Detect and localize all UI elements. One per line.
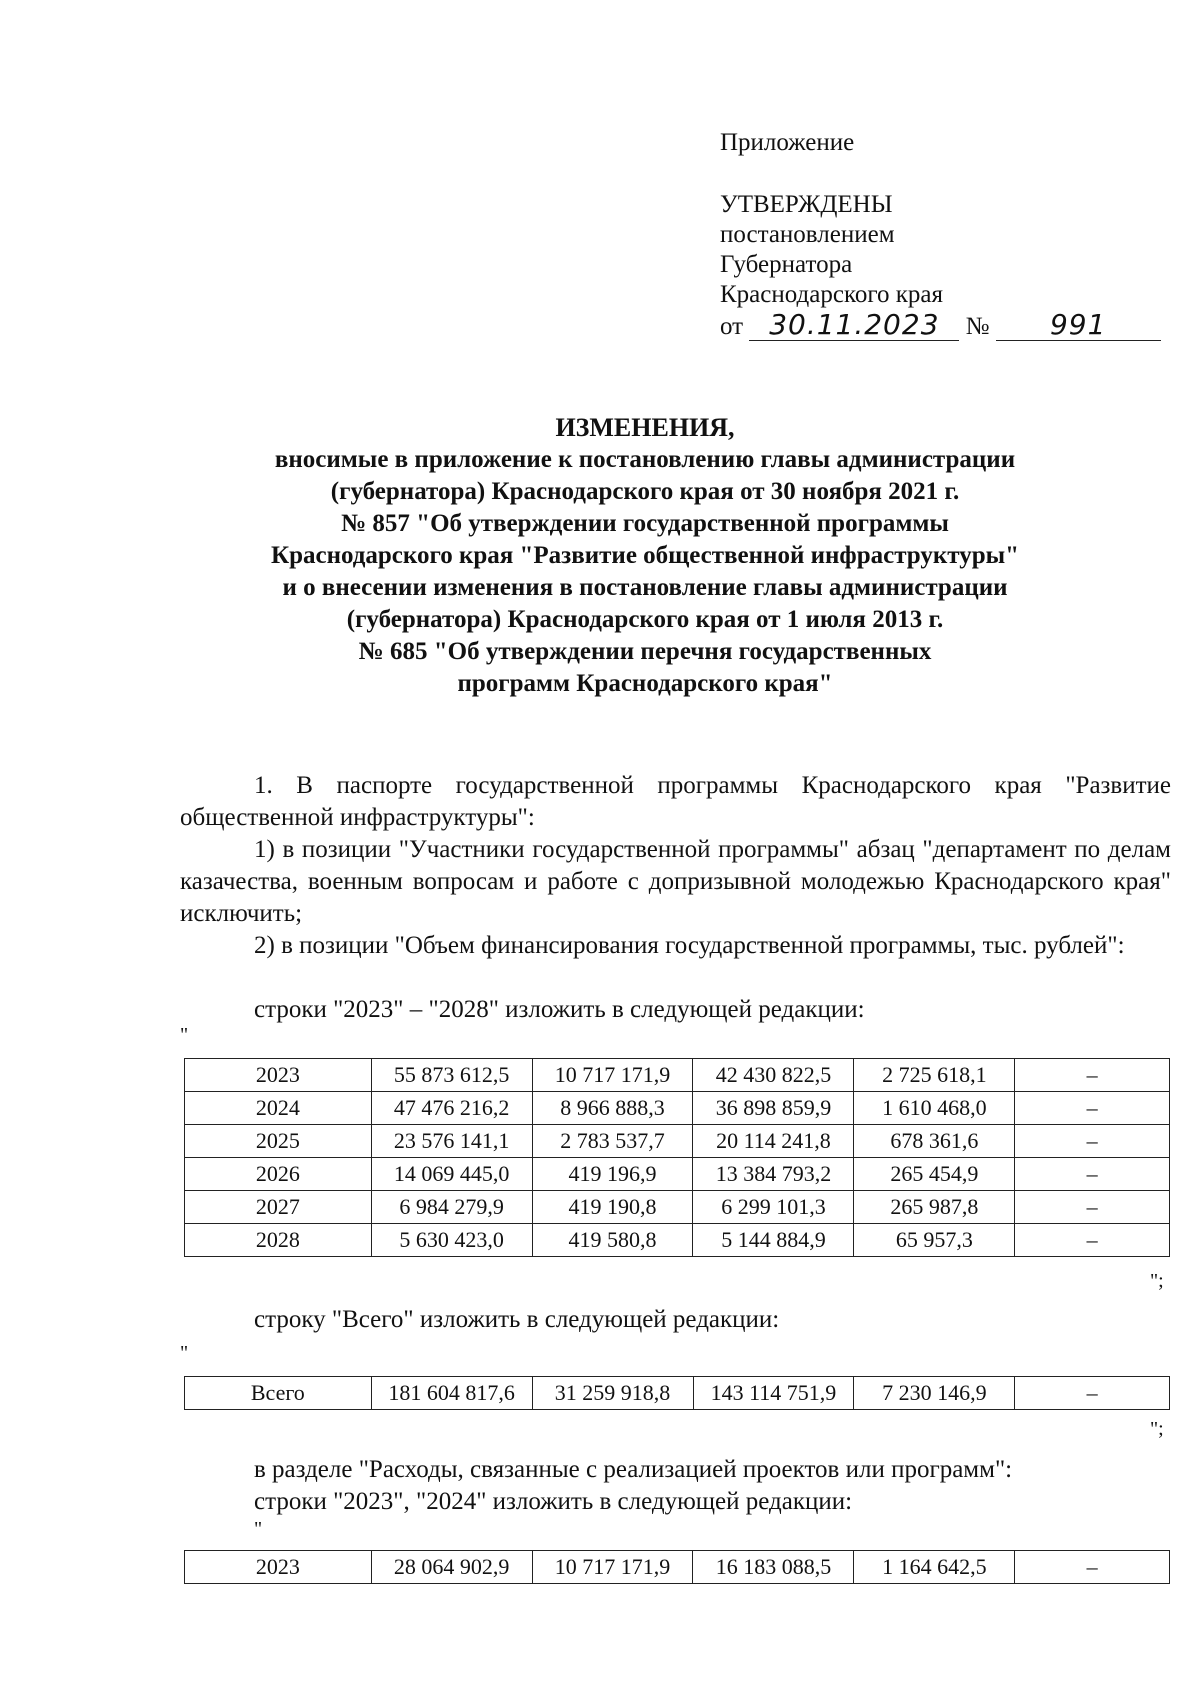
row-label-cell: 2024 — [185, 1092, 372, 1125]
appendix-label: Приложение — [720, 129, 855, 156]
paragraph-2: 1) в позиции "Участники государственной программы" абзац "департамент по делам казачества, военным вопросам и работе с допризывной молодежью Краснодарского края" исключить; — [180, 836, 1171, 927]
table-row — [185, 1092, 1170, 1125]
table-cell: 8 966 888,3 — [532, 1092, 693, 1125]
handwritten-date: 30.11.2023 — [749, 310, 959, 341]
table-cell: 7 230 146,9 — [854, 1377, 1015, 1410]
title-line: программ Краснодарского края" — [457, 670, 833, 697]
approval-line: постановлением — [720, 221, 895, 248]
title-line: № 685 "Об утверждении перечня государственных — [358, 638, 932, 665]
table-cell: 65 957,3 — [854, 1224, 1015, 1257]
open-quote: " — [180, 1024, 189, 1046]
projects-expenses-table — [184, 1550, 1170, 1584]
approval-line: Губернатора — [720, 251, 853, 278]
open-quote: " — [180, 1342, 189, 1364]
row-label-cell: Всего — [185, 1377, 372, 1410]
table-cell: 42 430 822,5 — [693, 1059, 854, 1092]
row-label-cell: 2025 — [185, 1125, 372, 1158]
table-cell: 181 604 817,6 — [371, 1377, 532, 1410]
table-row — [185, 1377, 1170, 1410]
handwritten-number: 991 — [996, 310, 1161, 341]
table-cell: 1 610 468,0 — [854, 1092, 1015, 1125]
number-label: № — [965, 313, 990, 340]
table-cell: 143 114 751,9 — [693, 1377, 854, 1410]
table-cell: 265 454,9 — [854, 1158, 1015, 1191]
date-prefix: от — [720, 313, 744, 340]
table-cell: – — [1015, 1191, 1170, 1224]
approval-block — [720, 190, 1161, 342]
table-cell: – — [1015, 1125, 1170, 1158]
table-cell: 265 987,8 — [854, 1191, 1015, 1224]
paragraph-5: строку "Всего" изложить в следующей редакции: — [254, 1306, 780, 1333]
open-quote: " — [254, 1518, 263, 1540]
close-quote: "; — [1150, 1418, 1164, 1440]
approval-line: УТВЕРЖДЕНЫ — [720, 191, 893, 218]
document-title — [180, 412, 1110, 700]
table-cell: 5 630 423,0 — [371, 1224, 532, 1257]
table-cell: 419 190,8 — [532, 1191, 693, 1224]
table-cell: 20 114 241,8 — [693, 1125, 854, 1158]
table-cell: 10 717 171,9 — [532, 1551, 693, 1584]
table-cell: 2 725 618,1 — [854, 1059, 1015, 1092]
title-line: № 857 "Об утверждении государственной программы — [341, 510, 949, 537]
table-cell: – — [1015, 1059, 1170, 1092]
table-cell: 10 717 171,9 — [532, 1059, 693, 1092]
table-cell: 419 196,9 — [532, 1158, 693, 1191]
table-cell: 13 384 793,2 — [693, 1158, 854, 1191]
table-cell: – — [1015, 1224, 1170, 1257]
table-cell: 23 576 141,1 — [371, 1125, 532, 1158]
title-line: вносимые в приложение к постановлению главы администрации — [274, 446, 1016, 473]
table-cell: 2 783 537,7 — [532, 1125, 693, 1158]
title-line: и о внесении изменения в постановление главы администрации — [282, 574, 1008, 601]
row-label-cell: 2028 — [185, 1224, 372, 1257]
table-cell: – — [1015, 1092, 1170, 1125]
table-cell: 5 144 884,9 — [693, 1224, 854, 1257]
table-row — [185, 1158, 1170, 1191]
paragraph-4: строки "2023" – "2028" изложить в следующей редакции: — [254, 996, 865, 1023]
date-number-line — [720, 310, 1161, 342]
row-label-cell: 2026 — [185, 1158, 372, 1191]
table-cell: 16 183 088,5 — [693, 1551, 854, 1584]
table-cell: 419 580,8 — [532, 1224, 693, 1257]
table-row — [185, 1125, 1170, 1158]
title-line: Краснодарского края "Развитие общественной инфраструктуры" — [270, 542, 1020, 569]
paragraph-7: строки "2023", "2024" изложить в следующей редакции: — [254, 1488, 853, 1515]
table-cell: 6 299 101,3 — [693, 1191, 854, 1224]
table-cell: 31 259 918,8 — [532, 1377, 693, 1410]
table-row — [185, 1191, 1170, 1224]
close-quote: "; — [1150, 1270, 1164, 1292]
funding-total-table — [184, 1376, 1170, 1410]
table-cell: 55 873 612,5 — [371, 1059, 532, 1092]
table-cell: 47 476 216,2 — [371, 1092, 532, 1125]
table-cell: 1 164 642,5 — [854, 1551, 1015, 1584]
paragraph-1: 1. В паспорте государственной программы Краснодарского края "Развитие общественной инфраструктуры": — [180, 772, 1171, 831]
row-label-cell: 2027 — [185, 1191, 372, 1224]
row-label-cell: 2023 — [185, 1059, 372, 1092]
table-cell: 678 361,6 — [854, 1125, 1015, 1158]
title-heading: ИЗМЕНЕНИЯ, — [555, 413, 735, 442]
table-cell: 6 984 279,9 — [371, 1191, 532, 1224]
funding-years-table — [184, 1058, 1170, 1257]
table-row — [185, 1059, 1170, 1092]
approval-line: Краснодарского края — [720, 281, 943, 308]
table-row — [185, 1224, 1170, 1257]
row-label-cell: 2023 — [185, 1551, 372, 1584]
table-row — [185, 1551, 1170, 1584]
table-cell: 14 069 445,0 — [371, 1158, 532, 1191]
table-cell: – — [1015, 1377, 1170, 1410]
table-cell: – — [1015, 1158, 1170, 1191]
paragraph-6: в разделе "Расходы, связанные с реализацией проектов или программ": — [254, 1456, 1013, 1483]
table-cell: 36 898 859,9 — [693, 1092, 854, 1125]
title-line: (губернатора) Краснодарского края от 1 июля 2013 г. — [346, 606, 944, 633]
paragraph-3: 2) в позиции "Объем финансирования государственной программы, тыс. рублей": — [254, 932, 1125, 959]
title-line: (губернатора) Краснодарского края от 30 ноября 2021 г. — [330, 478, 960, 505]
table-cell: 28 064 902,9 — [371, 1551, 532, 1584]
table-cell: – — [1015, 1551, 1170, 1584]
